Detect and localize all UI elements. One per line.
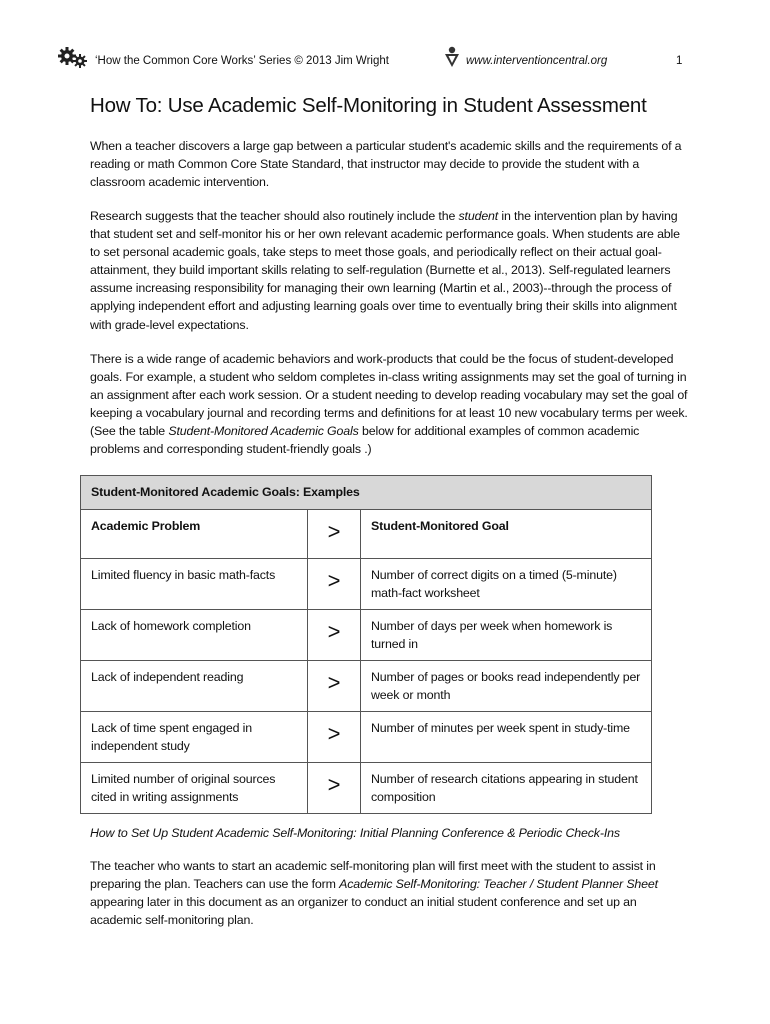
arrow-icon: > [327, 772, 341, 797]
intervention-central-logo [444, 46, 460, 68]
paragraph-text: The teacher who wants to start an academic self-monitoring plan will first meet with the student to assist in preparing the plan. Teachers can use the form [90, 859, 656, 892]
paragraph-intro: When a teacher discovers a large gap between a particular student's academic skills and the requirements of a reading or math Common Core State Standard, that instructor may decide to provide the student with a classroom academic intervention. [90, 139, 682, 190]
goals-table [80, 475, 652, 814]
paragraph-text: below for additional examples of common academic problems and corresponding student-friendly goals .) [90, 424, 640, 457]
paragraph-planning [90, 857, 690, 929]
table-row [81, 661, 652, 712]
paragraph-text: appearing later in this document as an organizer to conduct an initial student conference and set up an academic self-monitoring plan. [90, 895, 637, 928]
arrow-icon: > [327, 568, 341, 593]
emphasis-text: Academic Self-Monitoring: Teacher / Student Planner Sheet [339, 877, 658, 892]
paragraph-text: in the intervention plan by having that student set and self-monitor his or her own relevant academic performance goals. When students are able to set personal academic goals, take steps to meet those goals, and periodically reflect on their actual goal-attainment, they build important skills relating to self-regulation (Burnette et al., 2013). Self-regulated learners assume increasing responsibility for managing their own learning (Martin et al., 2003)--through the process of applying independent effort and adjusting learning goals over time to eventually bring their skills into alignment with grade-level expectations. [90, 209, 680, 332]
page-title: How To: Use Academic Self-Monitoring in Student Assessment [90, 94, 647, 117]
page-number: 1 [676, 55, 683, 67]
arrow-cell [308, 559, 361, 610]
arrow-cell [308, 661, 361, 712]
table-caption-row [81, 476, 652, 510]
goal-cell: Number of pages or books read independently per week or month [361, 661, 652, 712]
paragraph-research [90, 207, 690, 334]
series-title: ‘How the Common Core Works’ Series © 2013 Jim Wright [95, 55, 389, 67]
paragraph-examples [90, 350, 690, 459]
problem-cell: Lack of independent reading [81, 661, 308, 712]
emphasis-text: student [458, 209, 499, 223]
column-header-goal: Student-Monitored Goal [361, 510, 652, 559]
table-row [81, 712, 652, 763]
gears-icon [58, 46, 88, 70]
arrow-icon: > [327, 619, 341, 644]
paragraph-text: Research suggests that the teacher should also routinely include the [90, 209, 459, 223]
problem-cell: Lack of homework completion [81, 610, 308, 661]
column-header-problem: Academic Problem [81, 510, 308, 559]
table-row [81, 610, 652, 661]
paragraph-text: There is a wide range of academic behaviors and work-products that could be the focus of student-developed goals. For example, a student who seldom completes in-class writing assignments may set the goal of turning in an assignment after each work session. Or a student needing to develop reading vocabulary may set the goal of keeping a vocabulary journal and recording terms and definitions for at least 10 new vocabulary terms per week. (See the table [90, 352, 688, 439]
table-row [81, 763, 652, 814]
arrow-cell [308, 510, 361, 559]
goal-cell: Number of research citations appearing in student composition [361, 763, 652, 814]
table-header-row [81, 510, 652, 559]
section-subheading: How to Set Up Student Academic Self-Monitoring: Initial Planning Conference & Periodic Check-Ins [90, 826, 620, 840]
goal-cell: Number of correct digits on a timed (5-minute) math-fact worksheet [361, 559, 652, 610]
page-header [58, 46, 688, 72]
arrow-icon: > [327, 519, 341, 544]
arrow-icon: > [327, 670, 341, 695]
arrow-cell [308, 610, 361, 661]
problem-cell: Limited number of original sources cited in writing assignments [81, 763, 308, 814]
goal-cell: Number of minutes per week spent in study-time [361, 712, 652, 763]
website-url: www.interventioncentral.org [466, 55, 608, 67]
problem-cell: Limited fluency in basic math-facts [81, 559, 308, 610]
arrow-cell [308, 712, 361, 763]
table-row [81, 559, 652, 610]
problem-cell: Lack of time spent engaged in independent study [81, 712, 308, 763]
arrow-icon: > [327, 721, 341, 746]
arrow-cell [308, 763, 361, 814]
goal-cell: Number of days per week when homework is turned in [361, 610, 652, 661]
table-caption: Student-Monitored Academic Goals: Examples [81, 476, 652, 510]
emphasis-text: Student-Monitored Academic Goals [168, 424, 359, 439]
